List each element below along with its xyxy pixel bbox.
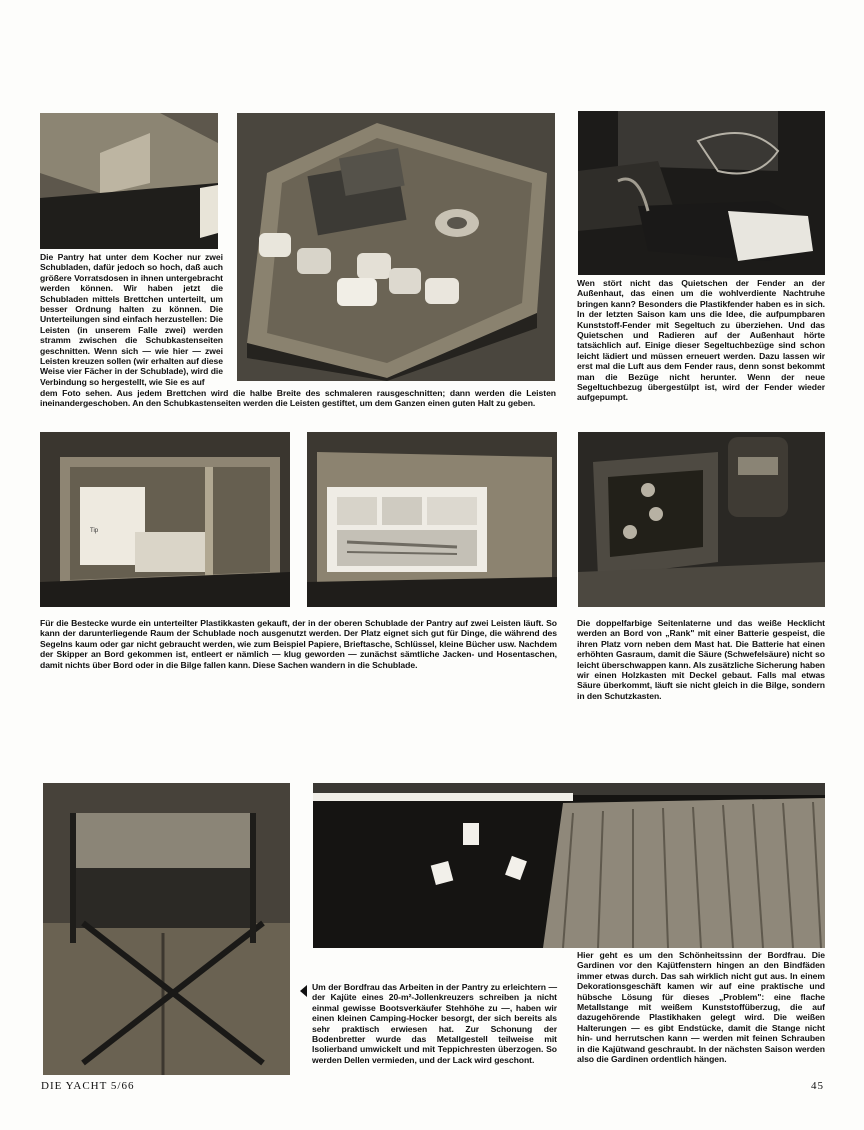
caption-gardinen: Hier geht es um den Schönheitssinn der Bordfrau. Die Gardinen vor den Kajütfenstern hingen an den Bindfäden immer etwas durch. Das sah wirklich nicht gut aus. In einem Dekorationsgeschäft kamen wir auf eine praktische und hübsche Lösung für dieses „Problem": eine flache Metallstange mit weißem Kunststoffüberzug, die auf dazugehörende Plastikhaken gelegt wird. Die weißen Halterungen — es gibt Endstücke, damit die Stange nicht hin- und herrutschen kann — werden mit feinen Schrauben in die Kajütwand geschraubt. In der nächsten Saison werden also die Gardinen ordentlich hängen. [577,950,825,1065]
caption-fender: Wen stört nicht das Quietschen der Fender an der Außenhaut, das einen um die wohlverdiente Nachtruhe bringen kann? Besonders die Plastikfender haben es in sich. In der letzten Saison kam uns die Idee, die aufpumpbaren Kunststoff-Fender mit Segeltuch zu überziehen. Und das Quietschen und Radieren auf der Außenhaut hörte tatsächlich auf. Einige dieser Segeltuchbezüge sind schon leicht lädiert und müssen erneuert werden. Dazu lassen wir erst mal die Luft aus dem Fender raus, denn sonst bekommt man die Bezüge nicht herunter. Wenn der neue Segeltuchbezug übergestülpt ist, wird der Fender wieder aufgepumpt. [577,278,825,403]
caption-bestecke: Für die Bestecke wurde ein unterteilter Plastikkasten gekauft, der in der oberen Schublade der Pantry auf zwei Leisten läuft. So kann der darunterliegende Raum der Schublade noch ausgenutzt werden. Der Platz eignet sich gut für Dinge, die während des Segelns kaum oder gar nicht gebraucht werden, wie zum Beispiel Papiere, Brieftasche, Schlüssel, kleine Bücher usw. Nachdem der Skipper an Bord gekommen ist, entleert er nämlich — klug geworden — zunächst sämtliche Jacken- und Hosentaschen, damit nichts über Bord oder in die Bilge fallen kann. Diese Sachen wandern in die Schublade. [40,618,557,670]
photo-curtain-rail [313,783,825,948]
caption-pantry-part2: dem Foto sehen. Aus jedem Brettchen wird die halbe Breite des schmaleren rausgeschnitten; dann werden die Leisten ineinandergeschoben. An den Schubkastenseiten werden die Leisten gestiftet, um dem Ganzen einen guten Halt zu geben. [40,388,556,409]
photo-cutlery-box [307,432,557,607]
footer-page-number: 45 [811,1080,824,1092]
photo-battery-box [578,432,825,607]
photo-drawer-card [40,432,290,607]
photo-camping-stool [43,783,290,1075]
card-label: Tip [90,528,99,534]
photo-fender [578,111,825,275]
pointer-arrow-icon [300,985,307,997]
photo-drawer-joint [40,113,218,249]
photo-drawer-compartments [237,113,555,381]
caption-pantry-part1: Die Pantry hat unter dem Kocher nur zwei Schubladen, dafür jedoch so hoch, daß auch größere Vorratsdosen in ihnen untergebracht werden können. Wir haben jetzt die Schubladen mittels Brettchen unterteilt, um besser Ordnung halten zu können. Die Unterteilungen sind einfach herzustellen: Die Leisten (in unserem Falle zwei) werden stramm zwischen die Schubkastenseiten geschnitten. Wenn sich — wie hier — zwei Leisten kreuzen sollen (wir erhalten auf diese Weise vier Fächer in der Schublade), wird die Verbindung so hergestellt, wie Sie es auf [40,252,223,387]
caption-laterne: Die doppelfarbige Seitenlaterne und das weiße Hecklicht werden an Bord von „Rank" mit einer Batterie gespeist, die ihren Platz vorn neben dem Mast hat. Die Batterie hat einen erhöhten Gasraum, damit die Säure (Schwefelsäure) nicht so leicht überschwappen kann. Als zusätzliche Sicherung haben wir einen Holzkasten mit Deckel gebaut. Falls mal etwas Säure überkommt, läuft sie nicht gleich in die Bilge, sondern in den Schutzkasten. [577,618,825,701]
caption-hocker: Um der Bordfrau das Arbeiten in der Pantry zu erleichtern — der Kajüte eines 20-m²-Jollenkreuzers schreiben ja nicht einmal gewisse Bootsverkäufer Stehhöhe zu —, haben wir einen kleinen Camping-Hocker besorgt, der sich bereits als sehr praktisch erwiesen hat. Zur Schonung der Bodenbretter wurde das Metallgestell teilweise mit Isolierband umwickelt und mit Teppichresten überzogen. So werden Dellen vermieden, und der Lack wird geschont. [312,982,557,1065]
footer-magazine: DIE YACHT 5/66 [41,1080,135,1092]
